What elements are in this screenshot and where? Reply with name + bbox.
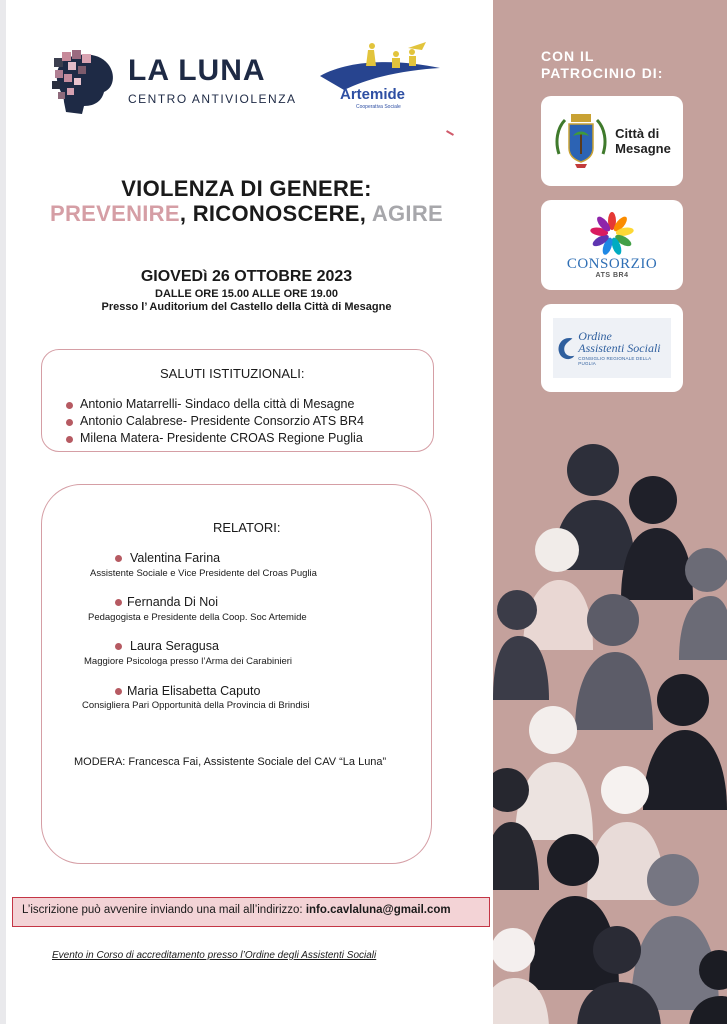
bullet-icon — [66, 419, 73, 426]
saluti-item: Milena Matera- Presidente CROAS Regione Puglia — [80, 431, 363, 445]
speaker-name: Fernanda Di Noi — [127, 595, 219, 609]
saluti-heading: SALUTI ISTITUZIONALI: — [160, 366, 305, 381]
registration-text — [22, 904, 451, 916]
bullet-icon — [115, 643, 122, 650]
sponsor-card-ordine — [541, 304, 683, 392]
consorzio-flower-icon — [582, 212, 642, 256]
title-separator: , — [179, 201, 193, 226]
ordine-line2: Assistenti Sociali — [578, 341, 661, 355]
page-edge — [0, 0, 6, 1024]
ordine-line1: Ordine — [578, 329, 612, 343]
event-hours: DALLE ORE 15.00 ALLE ORE 19.00 — [155, 288, 338, 300]
ordine-swirl-icon — [557, 334, 576, 362]
mesagne-coat-of-arms-icon — [553, 108, 609, 174]
ordine-text — [578, 330, 667, 366]
bullet-icon — [66, 436, 73, 443]
event-venue: Presso l’ Auditorium del Castello della Città di Mesagne — [101, 301, 392, 313]
registration-label: L’iscrizione può avvenire inviando una mail all’indirizzo: — [22, 904, 306, 916]
saluti-item: Antonio Calabrese- Presidente Consorzio ATS BR4 — [80, 414, 364, 428]
mesagne-name-line1: Città di — [615, 126, 660, 141]
title-word-riconoscere: RICONOSCERE — [192, 201, 360, 226]
relatori-box — [41, 484, 432, 864]
event-date: GIOVEDì 26 OTTOBRE 2023 — [140, 268, 353, 285]
bullet-icon — [115, 555, 122, 562]
speaker-name: Maria Elisabetta Caputo — [127, 684, 261, 698]
patronage-sidebar — [493, 0, 727, 1024]
speaker-name: Laura Seragusa — [130, 639, 219, 653]
women-crowd-illustration — [493, 430, 727, 1024]
la-luna-title: LA LUNA — [128, 54, 266, 87]
moderator-line: MODERA: Francesca Fai, Assistente Sociale del CAV “La Luna” — [74, 756, 387, 768]
speaker-name: Valentina Farina — [130, 551, 221, 565]
la-luna-subtitle: CENTRO ANTIVIOLENZA — [128, 92, 297, 106]
speaker-role: Assistente Sociale e Vice Presidente del Croas Puglia — [90, 568, 317, 579]
relatori-heading: RELATORI: — [213, 520, 281, 535]
sponsor-card-consorzio — [541, 200, 683, 290]
bullet-icon — [66, 402, 73, 409]
ordine-logo — [553, 318, 671, 378]
mesagne-name — [609, 126, 671, 156]
saluti-item: Antonio Matarrelli- Sindaco della città di Mesagne — [80, 397, 355, 411]
event-title-line2 — [0, 201, 493, 227]
decorative-tick — [446, 130, 454, 136]
consorzio-subtitle: ATS BR4 — [595, 271, 629, 279]
patronage-title-line2: PATROCINIO DI: — [541, 65, 664, 81]
title-word-agire: AGIRE — [371, 201, 443, 226]
bullet-icon — [115, 688, 122, 695]
patronage-title — [541, 48, 663, 82]
title-word-prevenire: PREVENIRE — [50, 201, 180, 226]
speaker-role: Maggiore Psicologa presso l’Arma dei Carabinieri — [84, 656, 293, 667]
speaker-role: Pedagogista e Presidente della Coop. Soc Artemide — [88, 612, 307, 623]
registration-email-link[interactable]: info.cavlaluna@gmail.com — [305, 904, 451, 916]
consorzio-name: CONSORZIO — [566, 255, 658, 272]
sponsor-card-mesagne — [541, 96, 683, 186]
mesagne-name-line2: Mesagne — [615, 141, 671, 156]
title-separator: , — [359, 201, 372, 226]
patronage-title-line1: CON IL — [541, 48, 595, 64]
accreditation-note: Evento in Corso di accreditamento presso l’Ordine degli Assistenti Sociali — [52, 950, 377, 961]
artemide-name: Artemide — [340, 86, 406, 103]
event-title-line1: VIOLENZA DI GENERE: — [121, 176, 372, 201]
bullet-icon — [115, 599, 122, 606]
ordine-subtitle: CONSIGLIO REGIONALE DELLA PUGLIA — [578, 356, 652, 366]
consorzio-logo — [567, 212, 657, 279]
la-luna-puzzle-head-logo — [52, 48, 122, 118]
artemide-subtitle: Cooperativa Sociale — [356, 104, 401, 110]
speaker-role: Consigliera Pari Opportunità della Provincia di Brindisi — [82, 700, 310, 711]
